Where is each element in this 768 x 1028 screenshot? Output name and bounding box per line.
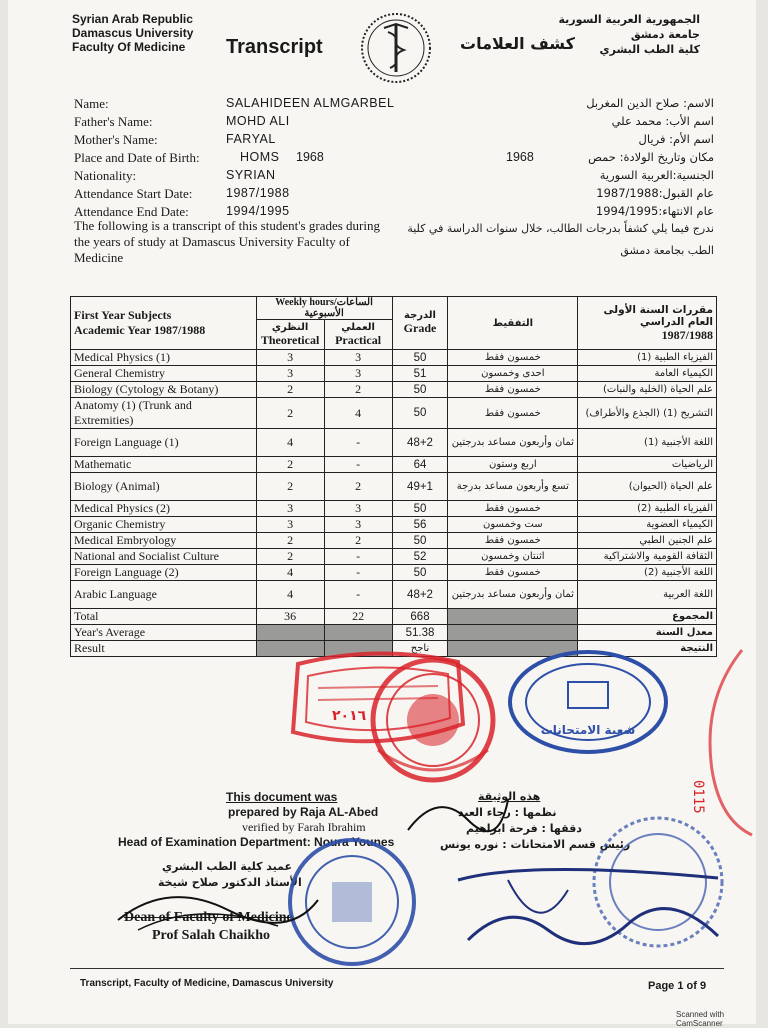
value: MOHD ALI	[226, 114, 290, 128]
practical-hours: -	[324, 565, 392, 581]
title-english: Transcript	[226, 36, 323, 58]
subjects-header-line: Academic Year 1987/1988	[74, 323, 206, 337]
subject-ar: اللغة الأجنبية (2)	[578, 565, 717, 581]
shaded-cell	[256, 625, 324, 641]
arabic-value: مكان وتاريخ الولادة: حمص	[588, 150, 714, 164]
subject-ar: الكيمياء العضوية	[578, 517, 717, 533]
practical-hours: -	[324, 581, 392, 609]
row-nationality	[74, 168, 714, 186]
theo-ar: النظري	[271, 321, 309, 333]
grade-in-words: خمسون فقط	[448, 533, 578, 549]
grade-value: 50	[392, 350, 448, 366]
dean-title: Dean of Faculty of Medicine	[124, 910, 293, 925]
theoretical-hours: 3	[256, 501, 324, 517]
value: FARYAL	[226, 132, 276, 146]
theoretical-header	[256, 320, 324, 350]
birth-year: 1968	[296, 150, 324, 164]
subject-en: Foreign Language (1)	[71, 429, 257, 457]
head-ar: رئيس قسم الامتحانات : نوره يونس	[440, 838, 631, 851]
red-side-stamp-icon	[672, 640, 756, 840]
grade-value: 50	[392, 533, 448, 549]
value: 1994/1995	[226, 204, 290, 218]
footer-divider	[70, 968, 724, 969]
grade-header-ar: الدرجة	[404, 310, 436, 321]
subject-ar: علم الحياة (الخلية والنبات)	[578, 382, 717, 398]
grade-row	[71, 581, 717, 609]
label: Mother's Name:	[74, 132, 158, 147]
grade-value: 50	[392, 501, 448, 517]
arabic-value: عام الانتهاء:1994/1995	[595, 204, 714, 218]
grade-in-words: خمسون فقط	[448, 501, 578, 517]
blue-signature-icon	[448, 860, 738, 960]
grade-header	[392, 297, 448, 350]
grade-row	[71, 382, 717, 398]
row-start	[74, 186, 714, 204]
header-arabic	[558, 12, 700, 57]
grade-value: 48+2	[392, 429, 448, 457]
blue-oval-exam-stamp-icon	[506, 648, 670, 756]
doc-was-ar: هذه الوثيقة	[478, 790, 541, 803]
theoretical-hours: 2	[256, 382, 324, 398]
grade-value: 49+1	[392, 473, 448, 501]
header-english	[72, 12, 193, 54]
grade-row	[71, 350, 717, 366]
average-label: Year's Average	[71, 625, 257, 641]
value: SYRIAN	[226, 168, 276, 182]
practical-hours: 2	[324, 473, 392, 501]
practical-hours: 2	[324, 382, 392, 398]
average-ar: معدل السنة	[578, 625, 717, 641]
grade-row	[71, 398, 717, 429]
exam-stamp-text: شعبة الامتحانات	[540, 723, 636, 737]
footer-page: Page 1 of 9	[648, 980, 707, 992]
theoretical-hours: 2	[256, 398, 324, 429]
grades-table	[70, 296, 717, 657]
arabic-header-line: مقررات السنة الأولى	[603, 303, 713, 316]
practical-hours: -	[324, 429, 392, 457]
subject-ar: اللغة الأجنبية (1)	[578, 429, 717, 457]
total-prac: 22	[324, 609, 392, 625]
prac-en: Practical	[335, 332, 382, 347]
arabic-header-line: 1987/1988	[661, 327, 713, 342]
subject-en: Medical Embryology	[71, 533, 257, 549]
intro-arabic: ندرج فيما يلي كشفاً بدرجات الطالب، خلال سنوات الدراسة في كلية الطب بجامعة دمشق	[407, 222, 714, 257]
grade-value: 50	[392, 565, 448, 581]
grade-row	[71, 533, 717, 549]
theo-en: Theoretical	[260, 332, 320, 347]
grade-value: 50	[392, 398, 448, 429]
grade-row	[71, 457, 717, 473]
arabic-subjects-header	[578, 297, 717, 350]
grade-row	[71, 517, 717, 533]
subject-ar: التشريح (1) (الجذع والأطراف)	[578, 398, 717, 429]
transcript-page	[8, 0, 756, 1024]
grade-value: 48+2	[392, 581, 448, 609]
grade-in-words: احدى وخمسون	[448, 366, 578, 382]
row-birth	[74, 150, 714, 168]
header-ar-line: الجمهورية العربية السورية	[558, 13, 700, 26]
row-mother	[74, 132, 714, 150]
total-row	[71, 609, 717, 625]
dean-ar-line1: عميد كلية الطب البشري	[162, 860, 293, 873]
grade-value: 52	[392, 549, 448, 565]
row-name	[74, 96, 714, 114]
practical-header	[324, 320, 392, 350]
grade-in-words: ست وخمسون	[448, 517, 578, 533]
intro-english: The following is a transcript of this student's grades during the years of study at Damascus University Faculty of Medicine	[74, 218, 380, 265]
practical-hours: 4	[324, 398, 392, 429]
average-grade: 51.38	[392, 625, 448, 641]
header-ar-line: كلية الطب البشري	[599, 43, 700, 56]
subject-ar: علم الجنين الطبي	[578, 533, 717, 549]
subjects-header	[71, 297, 257, 350]
subject-ar: الفيزياء الطبية (1)	[578, 350, 717, 366]
grade-value: 50	[392, 382, 448, 398]
subject-en: Mathematic	[71, 457, 257, 473]
grade-in-words: اربع وستون	[448, 457, 578, 473]
shaded-cell	[448, 625, 578, 641]
label: Name:	[74, 96, 109, 111]
theoretical-hours: 4	[256, 429, 324, 457]
subject-ar: الرياضيات	[578, 457, 717, 473]
total-label: Total	[71, 609, 257, 625]
doc-was: This document was	[226, 790, 338, 804]
arabic-value: عام القبول:1987/1988	[596, 186, 714, 200]
subject-ar: الكيمياء العامة	[578, 366, 717, 382]
shaded-cell	[324, 625, 392, 641]
practical-hours: -	[324, 549, 392, 565]
grade-in-words: خمسون فقط	[448, 382, 578, 398]
subject-en: Biology (Animal)	[71, 473, 257, 501]
subject-en: National and Socialist Culture	[71, 549, 257, 565]
grade-row	[71, 429, 717, 457]
grade-value: 64	[392, 457, 448, 473]
weekly-hours-header: Weekly hours/الساعات الأسبوعية	[256, 297, 392, 320]
theoretical-hours: 2	[256, 533, 324, 549]
theoretical-hours: 2	[256, 473, 324, 501]
theoretical-hours: 2	[256, 457, 324, 473]
birth-year-arabic-side: 1968	[506, 150, 534, 164]
prepared-by: prepared by Raja AL-Abed	[228, 805, 379, 819]
subject-ar: علم الحياة (الحيوان)	[578, 473, 717, 501]
header-ar-line: جامعة دمشق	[630, 28, 700, 41]
dean-signature-icon	[108, 880, 328, 940]
header-en-line: Damascus University	[72, 26, 194, 40]
subject-en: Medical Physics (2)	[71, 501, 257, 517]
header-en-line: Syrian Arab Republic	[72, 12, 193, 26]
arabic-value: اسم الأم: فريال	[638, 132, 714, 146]
result-value: ناجح	[392, 641, 448, 657]
label: Father's Name:	[74, 114, 153, 129]
value: 1987/1988	[226, 186, 290, 200]
footer-left: Transcript, Faculty of Medicine, Damascus University	[80, 978, 334, 989]
stamp-side-number: 0115	[690, 780, 706, 814]
red-round-stamp-icon	[358, 650, 508, 790]
grade-in-words: ثمان وأربعون مساعد بدرجتين	[448, 581, 578, 609]
prepared-signature-icon	[398, 780, 518, 850]
theoretical-hours: 4	[256, 565, 324, 581]
grade-value: 51	[392, 366, 448, 382]
university-logo-icon	[358, 10, 434, 86]
practical-hours: 2	[324, 533, 392, 549]
subject-en: General Chemistry	[71, 366, 257, 382]
arabic-value: اسم الأب: محمد علي	[611, 114, 714, 128]
scanned-watermark: Scanned with CamScanner	[676, 1010, 725, 1028]
grade-row	[71, 565, 717, 581]
subject-en: Medical Physics (1)	[71, 350, 257, 366]
average-row	[71, 625, 717, 641]
practical-hours: 3	[324, 517, 392, 533]
grades-body	[71, 350, 717, 609]
prac-ar: العملي	[341, 321, 375, 333]
shaded-cell	[448, 609, 578, 625]
grade-in-words: اثنتان وخمسون	[448, 549, 578, 565]
dean-name: Prof Salah Chaikho	[152, 928, 270, 943]
subject-en: Foreign Language (2)	[71, 565, 257, 581]
practical-hours: 3	[324, 350, 392, 366]
arabic-value: الاسم: صلاح الدين المغربل	[586, 96, 714, 110]
spelled-header: التفقيط	[448, 297, 578, 350]
dean-ar-line2: الأستاذ الدكتور صلاح شيخة	[158, 876, 302, 889]
result-label: Result	[71, 641, 257, 657]
theoretical-hours: 3	[256, 366, 324, 382]
head-exam: Head of Examination Department: Noura Younes	[118, 835, 395, 849]
verified-ar: دققها : فرحة ابراهيم	[466, 822, 582, 835]
value: SALAHIDEEN ALMGARBEL	[226, 96, 395, 110]
subject-en: Anatomy (1) (Trunk and Extremities)	[71, 398, 257, 429]
subject-en: Arabic Language	[71, 581, 257, 609]
result-ar: النتيجة	[578, 641, 717, 657]
grade-row	[71, 501, 717, 517]
theoretical-hours: 3	[256, 517, 324, 533]
label: Nationality:	[74, 168, 137, 183]
practical-hours: 3	[324, 501, 392, 517]
grade-row	[71, 473, 717, 501]
grade-row	[71, 366, 717, 382]
prepared-ar: نظمها : رجاء العبد	[458, 806, 557, 819]
subject-en: Organic Chemistry	[71, 517, 257, 533]
theoretical-hours: 4	[256, 581, 324, 609]
header-en-line: Faculty Of Medicine	[72, 40, 186, 54]
practical-hours: 3	[324, 366, 392, 382]
label: Place and Date of Birth:	[74, 150, 200, 165]
subject-en: Biology (Cytology & Botany)	[71, 382, 257, 398]
subject-ar: الثقافة القومية والاشتراكية	[578, 549, 717, 565]
grade-in-words: خمسون فقط	[448, 565, 578, 581]
arabic-header-line: العام الدراسي	[640, 315, 713, 328]
arabic-value: الجنسية:العربية السورية	[599, 168, 714, 182]
theoretical-hours: 2	[256, 549, 324, 565]
theoretical-hours: 3	[256, 350, 324, 366]
subjects-header-line: First Year Subjects	[74, 308, 172, 322]
row-father	[74, 114, 714, 132]
birth-place: HOMS	[240, 150, 280, 164]
total-ar: المجموع	[578, 609, 717, 625]
practical-hours: -	[324, 457, 392, 473]
grade-row	[71, 549, 717, 565]
title-arabic: كشف العلامات	[460, 34, 575, 53]
total-theo: 36	[256, 609, 324, 625]
total-grade: 668	[392, 609, 448, 625]
grade-in-words: ثمان وأربعون مساعد بدرجتين	[448, 429, 578, 457]
grade-in-words: خمسون فقط	[448, 398, 578, 429]
subject-ar: اللغة العربية	[578, 581, 717, 609]
grade-in-words: تسع وأربعون مساعد بدرجة	[448, 473, 578, 501]
grade-value: 56	[392, 517, 448, 533]
label: Attendance Start Date:	[74, 186, 193, 201]
verified-by: verified by Farah Ibrahim	[242, 820, 366, 834]
grade-in-words: خمسون فقط	[448, 350, 578, 366]
stamp-year: ٢٠١٦	[332, 708, 367, 724]
subject-ar: الفيزياء الطبية (2)	[578, 501, 717, 517]
label: Attendance End Date:	[74, 204, 189, 219]
grade-header-en: Grade	[403, 321, 437, 335]
